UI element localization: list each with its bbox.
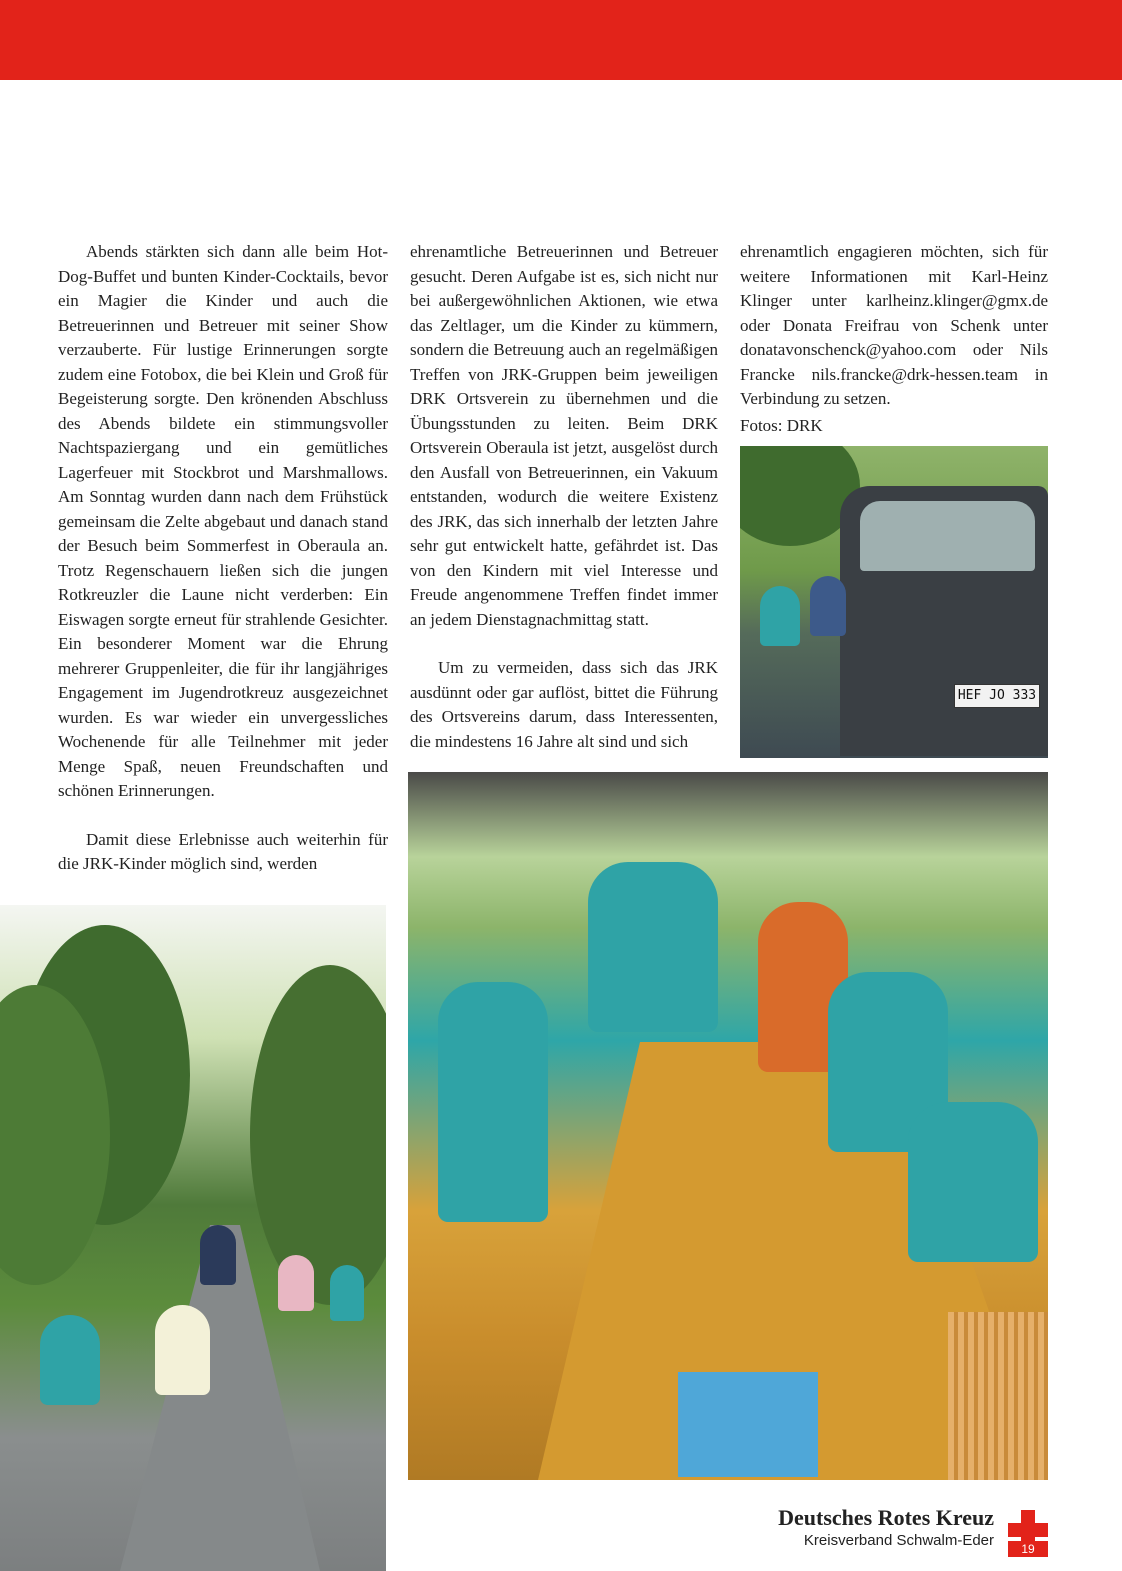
photo-child bbox=[200, 1225, 236, 1285]
article-paragraph: ehrenamtliche Betreuerinnen und Betreuer gesucht. Deren Aufgabe ist es, sich nicht nur bei außergewöhnlichen Aktionen, wie etwa das Zeltlager, um die Kinder zu kümmern, sondern die Betreuung auch an regelmäßigen Treffen von JRK-Gruppen beim jeweiligen DRK Ortsverein zu übernehmen und die Übungsstunden zu leiten. Beim DRK Ortsverein Oberaula ist jetzt, ausgelöst durch den Ausfall von Betreuerinnen, ein Vakuum entstanden, wodurch die weitere Existenz des JRK, das sich innerhalb der letzten Jahre sehr gut entwickelt hatte, gefährdet ist. Das von den Kindern mit viel Interesse und Freude angenommene Treffen findet immer an jedem Dienstagnachmittag statt. bbox=[410, 242, 718, 629]
photo-children-walking bbox=[0, 905, 386, 1571]
photo-coloring-book bbox=[678, 1372, 818, 1477]
photo-child bbox=[278, 1255, 314, 1311]
photo-child bbox=[760, 586, 800, 646]
photo-license-plate: HEF JO 333 bbox=[954, 684, 1040, 708]
article-paragraph: Abends stärkten sich dann alle beim Hot-Dog-Buffet und bunten Kinder-Cocktails, bevor ein Magier die Kinder und auch die Betreuerinnen und Betreuer mit seiner Show verzauberte. Für lustige Erinnerungen sorgte zudem eine Fotobox, die bei Klein und Groß für Begeisterung sorgte. Den krönenden Abschluss des Abends bildete ein stimmungsvoller Nachtspaziergang und ein gemütliches Lagerfeuer mit Stockbrot und Marshmallows. Am Sonntag wurden dann nach dem Frühstück gemeinsam die Zelte abgebaut und danach stand der Besuch beim Sommerfest in Oberaula an. Trotz Regenschauern ließen sich die jungen Rotkreuzler die Laune nicht verderben: Ein Eiswagen sorgte erneut für strahlende Gesichter. Ein besonderer Moment war die Ehrung mehrerer Gruppenleiter, die für ihr langjähriges Engagement im Jugendrotkreuz ausgezeichnet wurden. Es war wieder ein unvergessliches Wochenende für alle Teilnehmer mit jeder Menge Spaß, neuen Freundschaften und schönen Erinnerungen. bbox=[58, 242, 388, 800]
photo-craft-table bbox=[408, 772, 1048, 1480]
photo-child bbox=[155, 1305, 210, 1395]
footer-org-sub: Kreisverband Schwalm-Eder bbox=[803, 1532, 994, 1549]
photo-child bbox=[330, 1265, 364, 1321]
footer-brand bbox=[778, 1505, 994, 1551]
photo-credit: Fotos: DRK bbox=[740, 415, 823, 435]
photo-pencils bbox=[948, 1312, 1048, 1480]
photo-child bbox=[438, 982, 548, 1222]
photo-ice-cream-van bbox=[740, 446, 1048, 758]
photo-child bbox=[908, 1102, 1038, 1262]
photo-tree bbox=[250, 965, 386, 1305]
top-red-bar bbox=[0, 0, 1122, 80]
page-number: 19 bbox=[1008, 1541, 1048, 1557]
photo-child bbox=[588, 862, 718, 1032]
article-column-2 bbox=[410, 240, 718, 754]
footer-org-name: Deutsches Rotes Kreuz bbox=[778, 1505, 994, 1530]
photo-child bbox=[810, 576, 846, 636]
photo-child bbox=[40, 1315, 100, 1405]
article-column-1 bbox=[58, 240, 388, 877]
article-column-3 bbox=[740, 240, 1048, 438]
article-paragraph: Um zu vermeiden, dass sich das JRK ausdünnt oder gar auflöst, bittet die Führung des Ortsvereins darum, dass Interessenten, die mindestens 16 Jahre alt sind und sich bbox=[410, 658, 718, 751]
article-paragraph: Damit diese Erlebnisse auch weiterhin für die JRK-Kinder möglich sind, werden bbox=[58, 829, 388, 873]
article-paragraph: ehrenamtlich engagieren möchten, sich für weitere Informationen mit Karl-Heinz Klinger unter karlheinz.klinger@gmx.de oder Donata Freifrau von Schenk unter donatavonschenck@yahoo.com oder Nils Francke nils.francke@drk-hessen.team in Verbindung zu setzen. bbox=[740, 242, 1048, 408]
photo-van-windshield bbox=[860, 501, 1035, 571]
